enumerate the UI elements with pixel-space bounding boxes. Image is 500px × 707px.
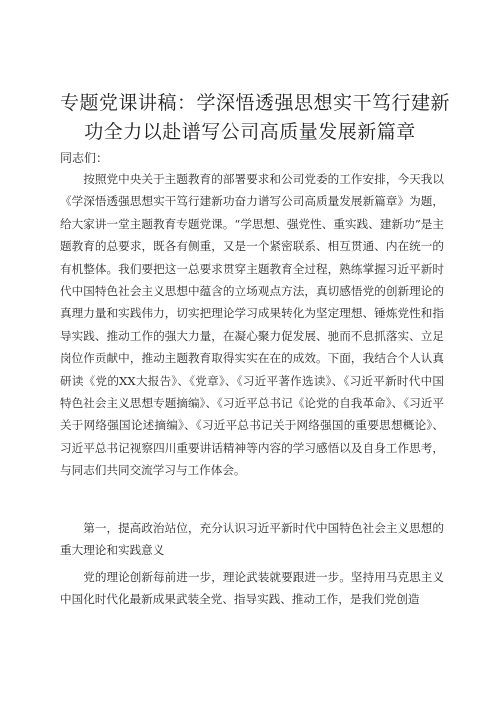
paragraph-intro: 按照党中央关于主题教育的部署要求和公司党委的工作安排，今天我以《学深悟透强思想实干笃行建新功奋力谱写公司高质量发展新篇章》为题，给大家讲一堂主题教育专题党课。“学思想、强党性、重实践、建新功”是主题教育的总要求，既各有侧重，又是一个紧密联系、相互贯通、内在统一的有机整体。我们要把这一总要求贯穿主题教育全过程，熟练掌握习近平新时代中国特色社会主义思想中蕴含的立场观点方法，真切感悟党的创新理论的真理力量和实践伟力，切实把理论学习成果转化为坚定理想、锤炼党性和指导实践、推动工作的强大力量，在凝心聚力促发展、驰而不息抓落实、立足岗位作贡献中，推动主题教育取得实实在在的成效。下面，我结合个人认真研读《党的XX大报告》、《党章》、《习近平著作选读》、《习近平新时代中国特色社会主义思想专题摘编》、《习近平总书记《论党的自我革命》、《习近平关于网络强国论述摘编》、《习近平总书记关于网络强国的重要思想概论》、习近平总书记视察四川重要讲话精神等内容的学习感悟以及自身工作思考，与同志们共同交流学习与工作体会。 bbox=[60, 172, 444, 478]
paragraph-section-one: 党的理论创新每前进一步，理论武装就要跟进一步。坚持用马克思主义中国化时代化最新成果武装全党、指导实践、推动工作，是我们党创造 bbox=[60, 570, 444, 607]
document-title-line-1: 专题党课讲稿：学深悟透强思想实干笃行建新 bbox=[60, 92, 451, 114]
document-title-line-2: 功全力以赴谱写公司高质量发展新篇章 bbox=[84, 121, 416, 143]
section-heading-first: 第一，提高政治站位，充分认识习近平新时代中国特色社会主义思想的重大理论和实践意义 bbox=[60, 521, 444, 558]
salutation: 同志们： bbox=[60, 151, 109, 165]
